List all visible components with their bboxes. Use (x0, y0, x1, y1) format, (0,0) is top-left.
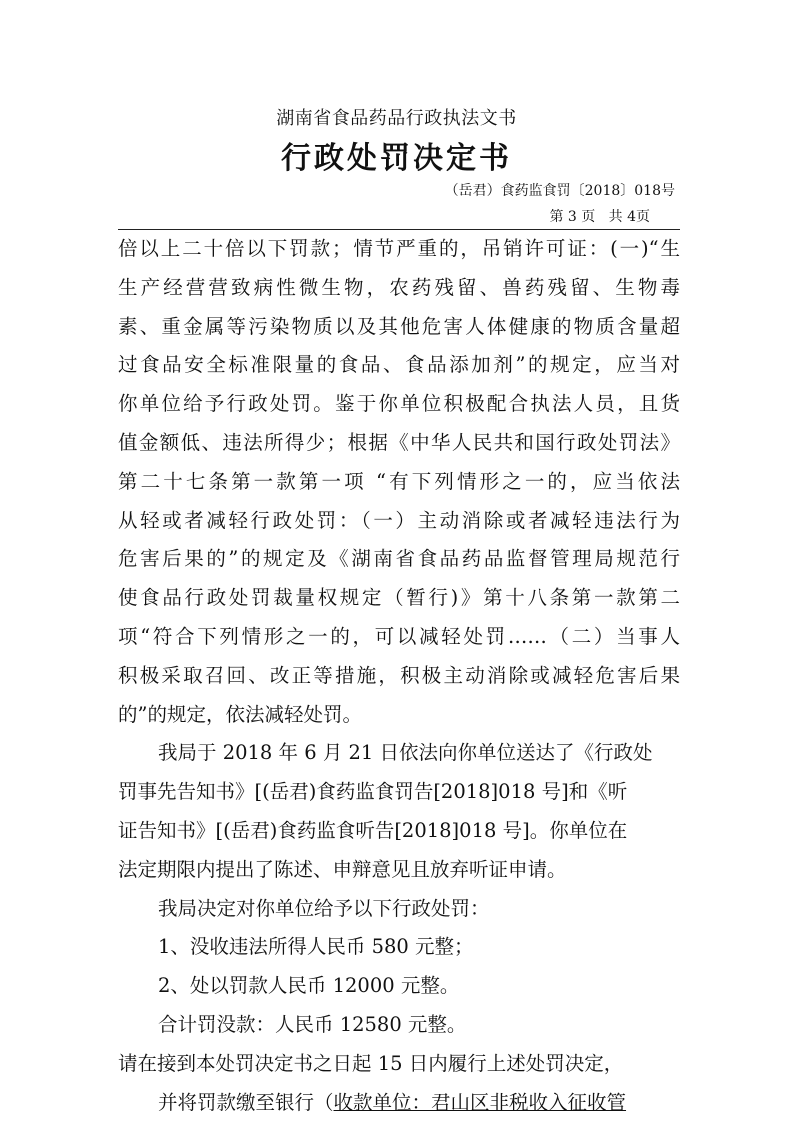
body-line: 危害后果的”的规定及《湖南省食品药品监督管理局规范行 (118, 547, 680, 571)
penalty-total: 合计罚没款：人民币 12580 元整。 (158, 1012, 467, 1036)
agency-header: 湖南省食品药品行政执法文书 (276, 108, 517, 129)
body-line: 值金额低、违法所得少；根据《中华人民共和国行政处罚法》 (118, 430, 680, 454)
penalty-item: 2、处以罚款人民币 12000 元整。 (158, 974, 460, 998)
body-line: 倍以上二十倍以下罚款；情节严重的，吊销许可证：(一)“生 (118, 237, 680, 260)
body-line: 请在接到本处罚决定书之日起 15 日内履行上述处罚决定， (118, 1051, 624, 1075)
payee-info: 收款单位：君山区非税收入征收管 (333, 1090, 627, 1114)
body-line: 项“符合下列情形之一的，可以减轻处罚……（二）当事人 (118, 624, 680, 648)
body-line: 的”的规定，依法减轻处罚。 (118, 702, 362, 726)
body-line: 我局决定对你单位给予以下行政处罚： (158, 896, 490, 920)
payment-instruction: 并将罚款缴至银行（ (158, 1090, 334, 1114)
body-line: 生产经营营致病性微生物，农药残留、兽药残留、生物毒 (118, 275, 680, 299)
body-line: 罚事先告知书》[(岳君)食药监食罚告[2018]018 号]和《听 (118, 780, 628, 804)
body-line: 使食品行政处罚裁量权规定（暂行)》第十八条第一款第二 (118, 586, 680, 610)
penalty-item: 1、没收违法所得人民币 580 元整； (158, 935, 474, 959)
body-line: 从轻或者减轻行政处罚：（一）主动消除或者减轻违法行为 (118, 508, 680, 532)
document-title: 行政处罚决定书 (281, 141, 512, 176)
page-indicator: 第 3 页 共 4页 (549, 209, 650, 225)
body-line: 积极采取召回、改正等措施，积极主动消除或减轻危害后果 (118, 663, 680, 687)
body-line: 过食品安全标准限量的食品、食品添加剂”的规定，应当对 (118, 353, 680, 377)
body-line (118, 1084, 680, 1122)
body-line: 你单位给予行政处罚。鉴于你单位积极配合执法人员，且货 (118, 392, 680, 416)
body-line: 证告知书》[(岳君)食药监食听告[2018]018 号]。你单位在 (118, 818, 628, 842)
body-line: 法定期限内提出了陈述、申辩意见且放弃听证申请。 (118, 857, 567, 881)
document-number: （岳君）食药监食罚〔2018〕018号 (444, 183, 675, 199)
body-line: 第二十七条第一款第一项 “有下列情形之一的，应当依法 (118, 469, 680, 493)
body-line: 我局于 2018 年 6 月 21 日依法向你单位送达了《行政处 (158, 741, 653, 765)
document-body (118, 230, 680, 1122)
body-line: 素、重金属等污染物质以及其他危害人体健康的物质含量超 (118, 314, 680, 338)
